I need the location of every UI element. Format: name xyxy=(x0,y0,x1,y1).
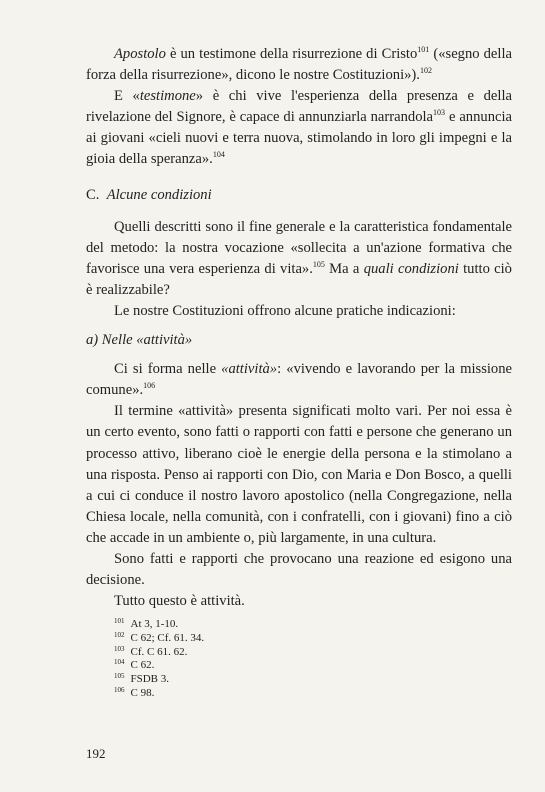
text: tutto ciò è realizzabile? xyxy=(86,260,512,298)
italic-term: «attività» xyxy=(221,361,278,378)
footnote-number: 105 xyxy=(114,672,125,681)
footnote-text: Cf. C 61. 62. xyxy=(130,645,188,658)
text: è un testimone della risurrezione di Cristo xyxy=(165,46,418,62)
text: Quelli descritti sono il fine generale e la caratteristica fondamentale del metodo: la nostra vocazione «sollecita a un'azione formativa che favorisce una vera esperienza di vita». xyxy=(86,218,512,277)
footnote-text: FSDB 3. xyxy=(130,673,170,686)
text: : «vivendo e lavorando per la missione comune». xyxy=(86,361,512,399)
footnote-text: C 62. xyxy=(130,659,155,672)
paragraph-attivita xyxy=(86,359,512,401)
italic-term: Apostolo xyxy=(114,46,166,62)
footnote-ref[interactable]: 105 xyxy=(312,259,325,269)
footnote-text: At 3, 1-10. xyxy=(130,618,179,630)
footnotes xyxy=(114,618,204,701)
footnote-ref[interactable]: 103 xyxy=(433,108,446,118)
footnote-item xyxy=(114,659,204,673)
footnote-item xyxy=(114,687,204,701)
footnote-item xyxy=(114,646,204,660)
footnote-number: 106 xyxy=(114,685,125,694)
footnote-item xyxy=(114,618,204,632)
page-body xyxy=(86,44,512,612)
subsection-heading xyxy=(86,330,512,351)
paragraph-tutto: Tutto questo è attività. xyxy=(114,593,245,610)
footnote-number: 103 xyxy=(114,644,125,653)
footnote-number: 104 xyxy=(114,658,125,667)
text: e annuncia ai giovani «cieli nuovi e terra nuova, stimolando in loro gli impegni e la gioia della speranza». xyxy=(86,109,512,168)
text: E « xyxy=(114,88,140,105)
paragraph-apostolo xyxy=(86,44,512,86)
footnote-ref[interactable]: 104 xyxy=(212,150,225,160)
italic-term: quali condizioni xyxy=(363,260,459,277)
footnote-text: C 62; Cf. 61. 34. xyxy=(130,631,205,644)
text: » è chi vive l'esperienza della presenza e della rivelazione del Signore, è capace di annunziarla narrandola xyxy=(86,88,512,126)
paragraph-termine: Il termine «attività» presenta significati molto vari. Per noi essa è un certo evento, sono fatti o rapporti con fatti e persone che generano un processo attivo, liberano cioè le energie della persona e la stimolano a una risposta. Penso ai rapporti con Dio, con Maria e Don Bosco, a quelli a cui ci conduce il nostro lavoro apostolico (nella Congregazione, nella Chiesa locale, nella comunità, con i confratelli, con i giovani) fino a ciò che accade in un ambiente o, più largamente, in una cultura. xyxy=(86,403,512,546)
paragraph-testimone xyxy=(86,86,512,170)
text: Ma a xyxy=(324,260,364,277)
italic-term: testimone xyxy=(139,88,196,105)
footnote-ref[interactable]: 101 xyxy=(417,45,430,54)
footnote-ref[interactable]: 106 xyxy=(143,381,156,391)
footnote-ref[interactable]: 102 xyxy=(419,66,432,76)
footnote-number: 101 xyxy=(114,617,125,625)
section-heading xyxy=(86,185,512,206)
text: Ci si forma nelle xyxy=(114,361,222,378)
footnote-text: C 98. xyxy=(130,686,155,699)
paragraph-fatti: Sono fatti e rapporti che provocano una reazione ed esigono una decisione. xyxy=(86,550,512,589)
section-title: Alcune condizioni xyxy=(106,186,212,203)
footnote-item xyxy=(114,632,204,646)
text: («segno della forza della risurrezione», dicono le nostre Costituzioni»). xyxy=(86,46,512,84)
footnote-item xyxy=(114,673,204,687)
paragraph-indicazioni: Le nostre Costituzioni offrono alcune pratiche indicazioni: xyxy=(114,302,456,319)
subsection-title: a) Nelle «attività» xyxy=(86,332,193,349)
page-number: 192 xyxy=(86,746,106,761)
paragraph-condizioni xyxy=(86,217,512,301)
footnote-number: 102 xyxy=(114,630,125,639)
section-letter: C. xyxy=(86,186,100,203)
